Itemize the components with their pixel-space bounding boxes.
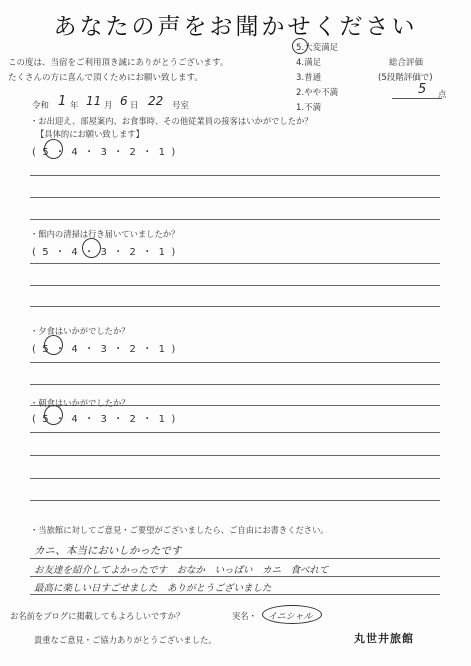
legend-item-5: 5.大変満足 xyxy=(296,43,339,53)
question-1-scale: ( 5 ・ 4 ・ 3 ・ 2 ・ 1 ) xyxy=(32,147,176,158)
answer-line xyxy=(30,500,440,501)
question-2-text: ・館内の清掃は行き届いていましたか？ xyxy=(30,229,180,239)
intro-line-2: たくさんの方に喜んで頂くためにお願い致します。 xyxy=(8,73,203,83)
q1-option-4[interactable]: 4 xyxy=(71,147,78,158)
q3-option-5[interactable]: 5 xyxy=(42,344,49,355)
intro-text xyxy=(8,56,228,86)
q2-selected-circle xyxy=(82,238,101,258)
overall-underline xyxy=(392,98,442,99)
answer-line xyxy=(30,197,440,198)
q4-selected-circle xyxy=(44,405,63,425)
answer-line xyxy=(30,306,440,307)
legend-item-4: 4.満足 xyxy=(296,58,322,68)
q4-option-3[interactable]: 3 xyxy=(100,414,107,425)
comment-line-2: お友達を紹介してよかったです おなか いっぱい カニ 食べれて xyxy=(34,565,329,576)
name-choice-circle xyxy=(262,605,322,624)
q1-option-1[interactable]: 1 xyxy=(158,147,166,158)
q3-option-3[interactable]: 3 xyxy=(100,344,107,355)
answer-line xyxy=(30,384,440,385)
answer-line xyxy=(30,219,440,220)
question-1-sub: 【具体的にお願い致します】 xyxy=(36,129,144,139)
q2-option-2[interactable]: 2 xyxy=(129,247,136,258)
q2-option-5[interactable]: 5 xyxy=(42,247,49,258)
answer-line xyxy=(30,576,440,577)
answer-line xyxy=(30,478,440,479)
comment-line-3: 最高に楽しい日すごせました ありがとうございました xyxy=(34,583,272,594)
q1-selected-circle xyxy=(44,139,63,159)
q2-option-3[interactable]: 3 xyxy=(100,247,107,258)
answer-line xyxy=(30,263,440,264)
date-era: 令和 xyxy=(32,101,50,111)
overall-sub: (5段階評価で) xyxy=(378,73,433,83)
date-room-unit: 号室 xyxy=(172,101,190,111)
overall-unit: 点 xyxy=(438,90,447,100)
q1-option-2[interactable]: 2 xyxy=(129,147,136,158)
question-2-scale: ( 5 ・ 4 ・ 3 ・ 2 ・ 1 ) xyxy=(32,247,176,258)
inn-name: 丸世井旅館 xyxy=(354,632,414,645)
q3-option-2[interactable]: 2 xyxy=(129,344,136,355)
date-day: 6 xyxy=(120,94,128,108)
q3-selected-circle xyxy=(44,335,63,355)
q1-option-3[interactable]: 3 xyxy=(100,147,107,158)
date-room: 22 xyxy=(148,94,164,108)
answer-line xyxy=(30,432,440,433)
q2-option-1[interactable]: 1 xyxy=(158,247,166,258)
thanks-text: 貴重なご意見・ご協力ありがとうございました。 xyxy=(34,635,217,645)
comments-prompt: ・当旅館に対してご意見・ご要望がございましたら、ご自由にお書きください。 xyxy=(30,525,329,535)
question-4-scale: ( 5 ・ 4 ・ 3 ・ 2 ・ 1 ) xyxy=(32,414,176,425)
answer-line xyxy=(30,558,440,559)
legend-circle-5 xyxy=(292,38,308,54)
q4-option-2[interactable]: 2 xyxy=(129,414,136,425)
q4-option-5[interactable]: 5 xyxy=(42,414,49,425)
date-year-unit: 年 xyxy=(70,101,79,111)
answer-line xyxy=(30,362,440,363)
comment-line-1: カニ、本当においしかったです xyxy=(34,545,182,557)
answer-line xyxy=(30,594,440,595)
q3-option-4[interactable]: 4 xyxy=(71,344,78,355)
q3-option-1[interactable]: 1 xyxy=(158,344,166,355)
answer-line xyxy=(30,285,440,286)
blog-question: お名前をブログに掲載してもよろしいですか？ xyxy=(10,611,185,621)
question-3-text: ・夕食はいかがでしたか？ xyxy=(30,326,130,336)
overall-value: 5 xyxy=(418,82,427,97)
legend-item-2: 2.やや不満 xyxy=(296,88,339,98)
legend-item-3: 3.普通 xyxy=(296,73,322,83)
date-month-unit: 月 xyxy=(104,101,113,111)
date-day-unit: 日 xyxy=(130,101,139,111)
name-option-real[interactable]: 実名・ xyxy=(232,611,257,621)
question-3-scale: ( 5 ・ 4 ・ 3 ・ 2 ・ 1 ) xyxy=(32,344,176,355)
date-month: 11 xyxy=(86,94,102,108)
q4-option-4[interactable]: 4 xyxy=(71,414,78,425)
q2-option-4[interactable]: 4 xyxy=(71,247,78,258)
question-4-text: ・朝食はいかがでしたか？ xyxy=(30,398,130,408)
answer-line xyxy=(30,175,440,176)
intro-line-1: この度は、当宿をご利用頂き誠にありがとうございます。 xyxy=(8,58,229,68)
overall-label: 総合評価 xyxy=(389,58,424,68)
legend-item-1: 1.不満 xyxy=(296,103,322,113)
answer-line xyxy=(30,455,440,456)
name-option-initial[interactable]: イニシャル xyxy=(268,612,313,622)
date-year: 1 xyxy=(58,94,67,109)
q4-option-1[interactable]: 1 xyxy=(158,414,166,425)
q1-option-5[interactable]: 5 xyxy=(42,147,49,158)
question-1-text: ・お出迎え、部屋案内、お食事時、その他従業員の接客はいかがでしたか？ xyxy=(30,116,313,126)
page-title: あなたの声をお聞かせください xyxy=(53,14,418,40)
